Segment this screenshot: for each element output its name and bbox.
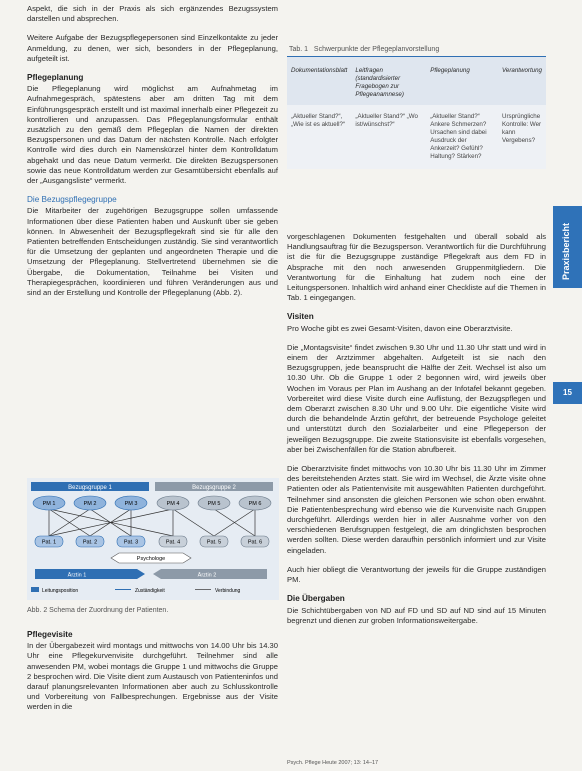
section-heading: Die Übergaben: [287, 594, 345, 604]
table-header: Dokumentationsblatt: [287, 57, 351, 106]
patient-label: Pat. 2: [82, 539, 98, 546]
legend-label: Zuständigkeit: [135, 588, 165, 594]
paragraph: Weitere Aufgabe der Bezugspflegepersonen sind Einzelkontakte zu jeder Anmeldung, zu denen, wer sich, besonders in der Pflegeplanung, aufgeteilt ist.: [27, 33, 278, 63]
table-cell: „Aktueller Stand?“ „Wo ist/wünschst?“: [355, 113, 418, 128]
table-header: Verantwortung: [498, 57, 546, 106]
paragraph: Die Pflegeplanung wird möglichst am Aufnahmetag im Aufnahmegespräch, spätestens aber am dritten Tag mit dem Einführungsgespräch erstellt und ist maximal innerhalb einer Pflegezeit zu kontrollieren und anzupassen. Das Pflegeplanungsformular enthält zusätzlich zu den gemäß dem Pflegeplan die Namen der direkten Bezugspersonen und das Datum der nächsten Kontrolle. Nach erfolgter Kontrolle wird dies durch ein Namenskürzel hinter dem Kontrolldatum abgehakt und das neue Datum vermerkt. Die direkten Bezugspersonen sowie das neue Kontrolldatum werden zur Gesamtübersicht ebenfalls auf der „Ausgangsliste“ vermerkt.: [27, 84, 278, 186]
group2-label: Bezugsgruppe 2: [192, 485, 236, 491]
patient-label: Pat. 3: [123, 539, 139, 546]
paragraph: Die Mitarbeiter der zugehörigen Bezugsgruppe sollen umfassende Informationen über diese Patienten haben und Auskunft über sie geben können. In Abwesenheit der Bezugspflegekraft sind sie für alle den Patienten betreffenden Entscheidungen zuständig. Sie sind verantwortlich für die Umsetzung der geplanten und angeordneten Therapie und die Umsetzung der Pflegeplanung. Stellvertretend übernehmen sie die Übergabe, die Dokumentation, Teilnahme bei Visiten und Therapiegesprächen, koordinieren und führen Veränderungen aus und sind an der Erstellung und Kontrolle der Pflegeplanung (Abb. 2).: [27, 206, 278, 298]
table-header: Pflegeplanung: [426, 57, 498, 106]
arzt2-label: Ärztin 2: [197, 572, 217, 579]
psychologist-label: Psychologe: [136, 556, 166, 562]
paragraph: Die Oberarztvisite findet mittwochs von 10.30 Uhr bis 11.30 Uhr im Zimmer des bereitstehenden Arztes statt. Sie wird im Wechsel, die Ärzte visite ohne Patienten oder als Patientenvisite mit ausgewählten Patienten durchgeführt. Teilnehmer sind ansonsten die gleichen Personen wie schon oben erwähnt. Die Patientenbesprechung wird ebenso wie die Kurvenvisite nach Gruppen durchgeführt. Allerdings werden hier in aller Ausnahme vorher von den verschiedenen Berufsgruppen festgelegt, die am dringlichsten besprochen werden sollten. Diese werden daraufhin persönlich informiert und zur Visite eingeladen.: [287, 464, 546, 555]
table-header: Leitfragen (standardisierter Fragebogen zur Pflegeanamnese): [351, 57, 426, 106]
group1-label: Bezugsgruppe 1: [68, 485, 112, 491]
paragraph: Pro Woche gibt es zwei Gesamt-Visiten, davon eine Oberarztvisite.: [287, 323, 513, 333]
figure-caption: Abb. 2 Schema der Zuordnung der Patienten.: [27, 607, 169, 614]
paragraph: Die „Montagsvisite“ findet zwischen 9.30 Uhr und 11.30 Uhr statt und wird in einem der Arztzimmer abgehalten. Aufgeteilt ist sie nach den Bezugsgruppen, jede beansprucht die Hälfte der Zeit. Wechsel ist also um 10.30 Uhr. Ob die Gruppe 1 oder 2 begonnen wird, wird jeweils über Wochen im Voraus per Plan im Aushang an der Infotafel bekannt gegeben. Vorbereitet wird diese Visite durch eine Auflistung, der Bezugspflegen und dem Oberarzt zwischen 8.30 Uhr und 9.00 Uhr. Die eigentliche Visite wird durch die behandelnde Ärztin geführt, der betreuende Psychologe geleitet und unterstützt durch den Sozialarbeiter und eine Pflegeperson der jeweiligen Bezugsgruppe. Die zweite Stationsvisite ist ebenfalls vorgesehen, aber bei Zwischenfällen für die Station abrufbereit.: [287, 342, 546, 454]
table-title: Schwerpunkte der Pflegeplanvorstellung: [313, 46, 440, 53]
left-column-bottom: [27, 630, 278, 722]
table-cell: „Aktueller Stand?“ Ankere Schmerzen? Ursachen sind dabei Ausdruck der Ankerzeit? Gefühl? Haltung? Stärken?: [430, 113, 487, 160]
legend-swatch: [31, 587, 39, 592]
table-header-row: [287, 57, 546, 106]
pm-label: PM 3: [124, 501, 138, 507]
section-side-tab: [553, 206, 582, 288]
table-label: Tab. 1: [289, 46, 309, 53]
paragraph: Auch hier obliegt die Verantwortung der jeweils für die Gruppe zuständigen PM.: [287, 564, 546, 585]
page-footer: Psych. Pflege Heute 2007; 13: 14–17: [287, 760, 379, 766]
right-column: [287, 232, 546, 635]
pm-label: PM 1: [42, 501, 56, 507]
table-cell: „Aktueller Stand?“, „Wie ist es aktuell?“: [291, 113, 345, 128]
legend-label: Leitungsposition: [42, 588, 79, 594]
left-column-top: [27, 4, 278, 307]
table-1: [287, 44, 546, 224]
side-tab-label: Praxisbericht: [561, 222, 571, 280]
arzt1-bar: [35, 569, 145, 579]
section-heading: Visiten: [287, 312, 314, 322]
pm-label: PM 2: [83, 501, 97, 507]
pm-label: PM 6: [248, 501, 262, 507]
patient-label: Pat. 1: [41, 539, 57, 546]
table: [287, 56, 546, 169]
table-caption: [287, 44, 546, 56]
section-heading: Die Bezugspflegegruppe: [27, 195, 117, 205]
table-row: [287, 105, 546, 169]
pm-label: PM 4: [166, 501, 180, 507]
paragraph: vorgeschlagenen Dokumenten festgehalten und überall sobald als Handlungsauftrag für die Bezugsperson. Verantwortlich für die Durchführung ist die für die Bezugsgruppe zuständige Pflegekraft aus dem FD in Absprache mit den noch anwesenden Gruppenmitgliedern. Die Verantwortung für die Einhaltung hat zudem noch eine der Leitungspersonen. Inhaltlich wird anhand einer Checkliste auf die Themen in Tab. 1 eingegangen.: [287, 232, 546, 303]
patient-label: Pat. 5: [206, 539, 222, 546]
page-number: 15: [553, 382, 582, 404]
arzt1-label: Ärztin 1: [67, 572, 87, 579]
paragraph: Aspekt, die sich in der Praxis als sich ergänzendes Bezugssystem darstellen und absprechen.: [27, 4, 278, 24]
paragraph: In der Übergabezeit wird montags und mittwochs von 14.00 Uhr bis 14.30 Uhr eine Pflegekurvenvisite durchgeführt. Teilnehmer sind alle anwesenden PM, wobei montags die Gruppe 1 und mittwochs die Gruppe 2 besprochen wird. Die Visite dient zum Austausch von Patienteninfos und darauf planungsrelevanten Informationen aber auch zu Schlusskontrolle und Vorbereitung von Fallbesprechungen. Ergebnisse aus der Visite werden in die: [27, 641, 278, 712]
assignment-diagram: [27, 478, 279, 600]
pm-label: PM 5: [207, 501, 221, 507]
section-heading: Pflegeplanung: [27, 73, 84, 83]
section-heading: Pflegevisite: [27, 630, 73, 639]
table-cell: Ursprüngliche Kontrolle: Wer kann Vergebens?: [501, 113, 542, 144]
patient-label: Pat. 6: [247, 539, 263, 546]
paragraph: Die Schichtübergaben von ND auf FD und SD auf ND sind auf 15 Minuten begrenzt und dienen zur groben Informationsweitergabe.: [287, 605, 546, 625]
legend-label: Verbindung: [215, 588, 241, 594]
patient-label: Pat. 4: [165, 539, 181, 546]
